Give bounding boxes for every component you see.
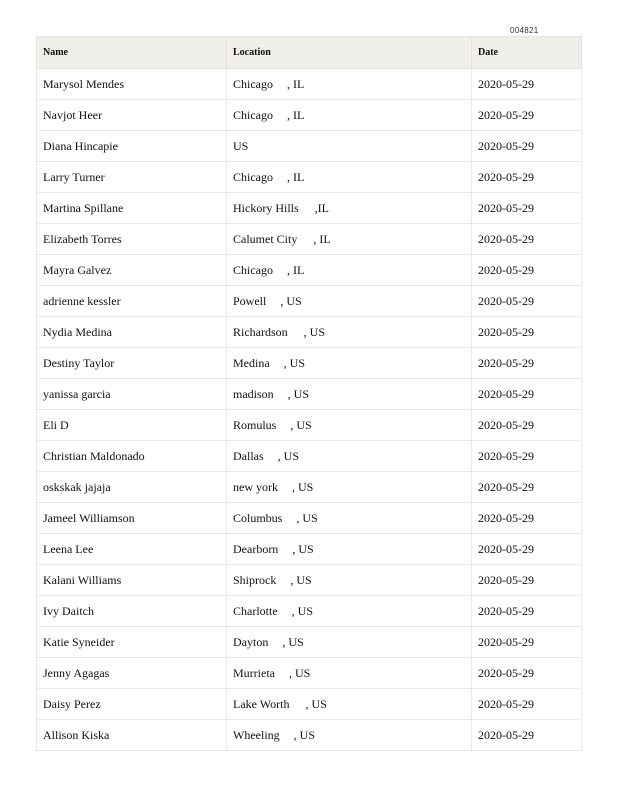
table-row: [37, 410, 582, 441]
table-row: [37, 100, 582, 131]
location-cell: [227, 348, 472, 379]
location-region: , IL: [287, 107, 305, 122]
table-row: [37, 441, 582, 472]
location-cell: [227, 472, 472, 503]
table-row: [37, 317, 582, 348]
table-row: [37, 69, 582, 100]
location-region: , US: [290, 417, 312, 432]
name-cell: Christian Maldonado: [37, 441, 227, 472]
name-cell: Larry Turner: [37, 162, 227, 193]
signatures-table: [36, 36, 582, 751]
location-region: , IL: [313, 231, 331, 246]
name-cell: Nydia Medina: [37, 317, 227, 348]
location-region: , US: [277, 448, 299, 463]
location-city: Hickory Hills: [233, 200, 299, 215]
location-city: US: [233, 138, 249, 153]
name-cell: oskskak jajaja: [37, 472, 227, 503]
date-cell: 2020-05-29: [472, 131, 582, 162]
name-cell: Daisy Perez: [37, 689, 227, 720]
location-cell: [227, 193, 472, 224]
location-city: Wheeling: [233, 727, 280, 742]
date-cell: 2020-05-29: [472, 286, 582, 317]
name-cell: Leena Lee: [37, 534, 227, 565]
location-cell: [227, 131, 472, 162]
location-region: , US: [283, 355, 305, 370]
location-region: , US: [292, 541, 314, 556]
location-region: , US: [291, 603, 313, 618]
name-cell: Navjot Heer: [37, 100, 227, 131]
table-row: [37, 534, 582, 565]
location-cell: [227, 627, 472, 658]
location-cell: [227, 224, 472, 255]
location-region: , US: [287, 386, 310, 401]
date-cell: 2020-05-29: [472, 472, 582, 503]
location-city: Chicago: [233, 76, 273, 91]
name-cell: Diana Hincapie: [37, 131, 227, 162]
table-row: [37, 472, 582, 503]
location-city: Chicago: [233, 262, 273, 277]
name-cell: Ivy Daitch: [37, 596, 227, 627]
location-city: Powell: [233, 293, 267, 308]
column-header-location: Location: [227, 37, 472, 69]
name-cell: Elizabeth Torres: [37, 224, 227, 255]
location-region: , US: [282, 634, 304, 649]
location-cell: [227, 689, 472, 720]
column-header-date: Date: [472, 37, 582, 69]
table-row: [37, 565, 582, 596]
name-cell: Jameel Williamson: [37, 503, 227, 534]
column-header-name: Name: [37, 37, 227, 69]
location-cell: [227, 255, 472, 286]
location-city: Murrieta: [233, 665, 275, 680]
name-cell: Destiny Taylor: [37, 348, 227, 379]
location-cell: [227, 534, 472, 565]
date-cell: 2020-05-29: [472, 441, 582, 472]
location-city: Columbus: [233, 510, 283, 525]
location-cell: [227, 596, 472, 627]
name-cell: Katie Syneider: [37, 627, 227, 658]
location-cell: [227, 410, 472, 441]
location-region: , IL: [287, 169, 305, 184]
date-cell: 2020-05-29: [472, 162, 582, 193]
date-cell: 2020-05-29: [472, 348, 582, 379]
location-region: , IL: [287, 262, 305, 277]
date-cell: 2020-05-29: [472, 596, 582, 627]
location-region: , US: [290, 572, 312, 587]
name-cell: adrienne kessler: [37, 286, 227, 317]
date-cell: 2020-05-29: [472, 720, 582, 751]
location-city: Dearborn: [233, 541, 279, 556]
table-row: [37, 689, 582, 720]
location-cell: [227, 441, 472, 472]
table-row: [37, 193, 582, 224]
name-cell: Eli D: [37, 410, 227, 441]
location-cell: [227, 720, 472, 751]
date-cell: 2020-05-29: [472, 503, 582, 534]
location-cell: [227, 317, 472, 348]
date-cell: 2020-05-29: [472, 627, 582, 658]
location-cell: [227, 286, 472, 317]
location-region: , IL: [287, 76, 305, 91]
location-region: , US: [303, 324, 325, 339]
table-row: [37, 286, 582, 317]
location-cell: [227, 100, 472, 131]
location-city: madison: [233, 386, 274, 401]
location-cell: [227, 658, 472, 689]
name-cell: Mayra Galvez: [37, 255, 227, 286]
date-cell: 2020-05-29: [472, 379, 582, 410]
name-cell: Allison Kiska: [37, 720, 227, 751]
table-row: [37, 627, 582, 658]
date-cell: 2020-05-29: [472, 565, 582, 596]
location-region: , US: [280, 293, 302, 308]
location-city: Romulus: [233, 417, 277, 432]
date-cell: 2020-05-29: [472, 193, 582, 224]
date-cell: 2020-05-29: [472, 689, 582, 720]
location-cell: [227, 565, 472, 596]
table-row: [37, 348, 582, 379]
location-cell: [227, 69, 472, 100]
date-cell: 2020-05-29: [472, 410, 582, 441]
location-city: Calumet City: [233, 231, 298, 246]
date-cell: 2020-05-29: [472, 658, 582, 689]
location-cell: [227, 379, 472, 410]
document-id: 004821: [510, 26, 539, 35]
table-header-row: [37, 37, 582, 69]
location-city: Medina: [233, 355, 270, 370]
location-city: Dallas: [233, 448, 264, 463]
table-row: [37, 596, 582, 627]
table-row: [37, 379, 582, 410]
date-cell: 2020-05-29: [472, 534, 582, 565]
location-city: Shiprock: [233, 572, 277, 587]
location-region: , US: [288, 665, 311, 680]
table-row: [37, 131, 582, 162]
date-cell: 2020-05-29: [472, 69, 582, 100]
table-row: [37, 255, 582, 286]
name-cell: Jenny Agagas: [37, 658, 227, 689]
name-cell: Martina Spillane: [37, 193, 227, 224]
location-city: Richardson: [233, 324, 288, 339]
name-cell: yanissa garcia: [37, 379, 227, 410]
location-region: ,IL: [314, 200, 329, 215]
location-region: , US: [292, 479, 314, 494]
location-region: , US: [305, 696, 327, 711]
location-city: Lake Worth: [233, 696, 290, 711]
location-city: Chicago: [233, 107, 273, 122]
date-cell: 2020-05-29: [472, 224, 582, 255]
table-row: [37, 224, 582, 255]
table-row: [37, 658, 582, 689]
location-cell: [227, 162, 472, 193]
location-region: , US: [293, 727, 315, 742]
location-region: , US: [296, 510, 318, 525]
location-city: Chicago: [233, 169, 273, 184]
table-row: [37, 720, 582, 751]
date-cell: 2020-05-29: [472, 100, 582, 131]
location-city: Dayton: [233, 634, 269, 649]
name-cell: Kalani Williams: [37, 565, 227, 596]
date-cell: 2020-05-29: [472, 317, 582, 348]
location-city: new york: [233, 479, 278, 494]
table-row: [37, 503, 582, 534]
date-cell: 2020-05-29: [472, 255, 582, 286]
name-cell: Marysol Mendes: [37, 69, 227, 100]
table-row: [37, 162, 582, 193]
location-cell: [227, 503, 472, 534]
location-city: Charlotte: [233, 603, 278, 618]
